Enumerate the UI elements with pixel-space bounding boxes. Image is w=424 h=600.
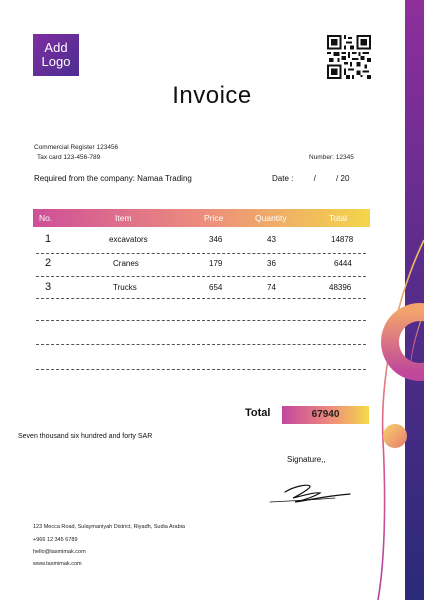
column-header-item: Item — [115, 213, 132, 223]
total-value: 67940 — [311, 409, 340, 420]
signature-label: Signature,, — [287, 455, 326, 464]
row-no: 3 — [45, 281, 52, 293]
row-item: Trucks — [113, 283, 137, 292]
qr-code-icon — [327, 35, 371, 79]
row-no: 1 — [45, 233, 52, 245]
row-quantity: 43 — [267, 235, 276, 244]
row-total: 14878 — [331, 235, 354, 244]
commercial-register: Commercial Register 123456 — [34, 144, 119, 151]
logo-line-2: Logo — [41, 54, 71, 69]
required-from-company: Required from the company: Namaa Trading — [34, 174, 192, 183]
tax-card: Tax card 123-456-789 — [37, 154, 101, 161]
contact-email: hello@tasmimak.com — [33, 549, 86, 555]
row-price: 179 — [209, 259, 223, 268]
row-quantity: 74 — [267, 283, 276, 292]
empty-row-divider — [36, 344, 366, 345]
table-row — [33, 231, 370, 255]
column-header-total: Total — [329, 213, 347, 223]
contact-website: www.tasmimak.com — [33, 561, 82, 567]
row-total: 48396 — [329, 283, 352, 292]
row-divider — [36, 253, 366, 254]
date-label: Date : — [272, 174, 294, 183]
total-box — [282, 406, 369, 424]
date-separator-2: / 20 — [336, 174, 350, 183]
row-price: 346 — [209, 235, 223, 244]
table-header — [33, 209, 370, 227]
row-divider — [36, 276, 366, 277]
row-no: 2 — [45, 257, 52, 269]
signature-scribble — [265, 478, 355, 508]
page-title: Invoice — [172, 82, 252, 109]
invoice-number: Number: 12345 — [309, 154, 354, 161]
column-header-quantity: Quantity — [255, 213, 287, 223]
total-label: Total — [245, 407, 271, 419]
row-price: 654 — [209, 283, 223, 292]
empty-row-divider — [36, 369, 366, 370]
contact-address: 123 Mecca Road, Sulaymaniyah District, Riyadh, Sudia Arabia — [33, 524, 185, 530]
company-logo — [33, 34, 79, 76]
date-field — [272, 174, 349, 183]
table-row — [33, 279, 370, 303]
column-header-no: No. — [39, 213, 53, 223]
row-item: excavators — [109, 235, 148, 244]
row-total: 6444 — [334, 259, 352, 268]
contact-phone: +966 12 345 6789 — [33, 537, 78, 543]
amount-in-words: Seven thousand six hundred and forty SAR — [18, 433, 153, 440]
row-divider — [36, 298, 366, 299]
row-item: Cranes — [113, 259, 139, 268]
empty-row-divider — [36, 320, 366, 321]
date-separator-1: / — [313, 174, 316, 183]
row-quantity: 36 — [267, 259, 276, 268]
logo-line-1: Add — [44, 40, 68, 55]
column-header-price: Price — [204, 213, 224, 223]
